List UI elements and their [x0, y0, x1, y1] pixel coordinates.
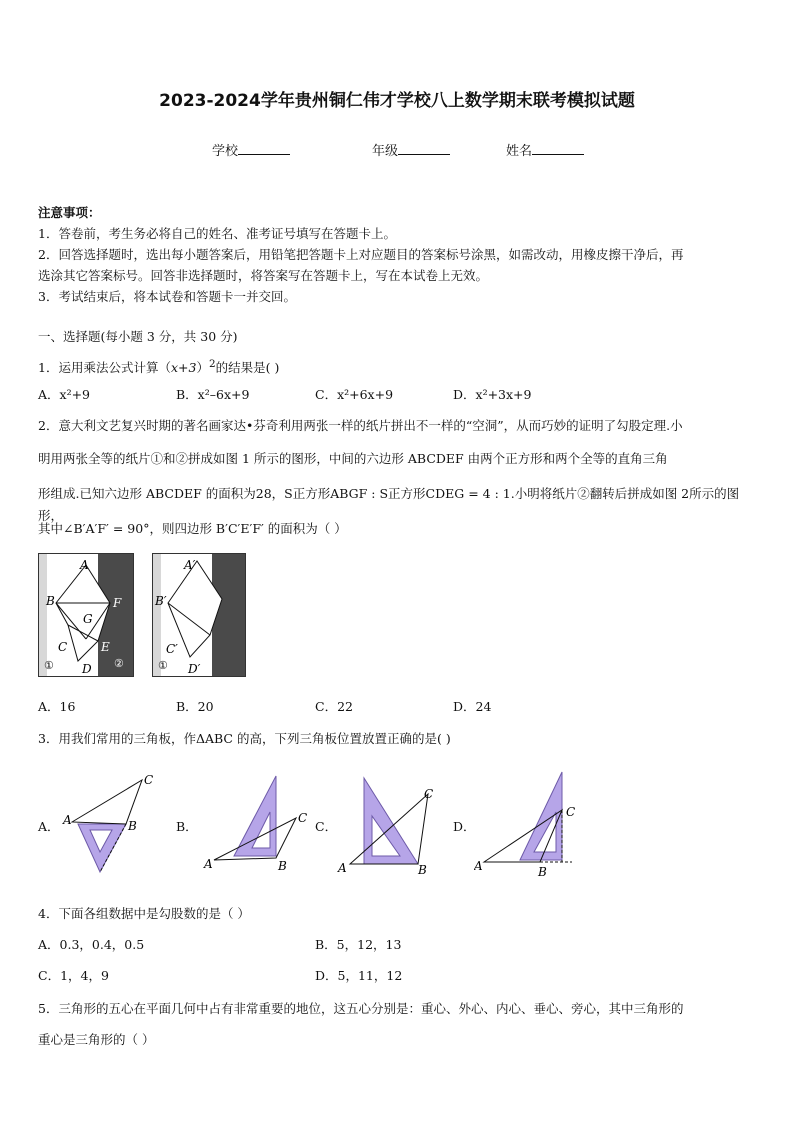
fig1-label-f: F	[113, 596, 122, 610]
fig2-label-b: B′	[155, 594, 167, 608]
q3a-label-a: A	[63, 813, 72, 827]
q2-option-b[interactable]: B．20	[176, 699, 214, 714]
q3b-label-c: C	[298, 811, 308, 825]
question-1-stem: 1．运用乘法公式计算$(x+3)^2$的结果是( )	[38, 358, 280, 376]
q3d-label-c: C	[566, 805, 576, 819]
fig1-label-g: G	[83, 612, 93, 626]
q3-option-a[interactable]: A．	[38, 819, 60, 834]
notice-item-1: 1．答卷前，考生务必将自己的姓名、准考证号填写在答题卡上。	[38, 226, 396, 241]
q4-option-c[interactable]: C．1，4，9	[38, 968, 109, 983]
q3-option-d[interactable]: D．	[453, 819, 476, 834]
fig1-label-e: E	[101, 640, 110, 654]
q4-option-d[interactable]: D．5，11，12	[315, 968, 403, 983]
question-5-line-1: 5．三角形的五心在平面几何中占有非常重要的地位，这五心分别是：重心、外心、内心、垂心、旁心，其中三角形的	[38, 1001, 684, 1016]
school-field[interactable]: 学校	[212, 140, 290, 159]
figure-1	[38, 553, 134, 677]
fig1-label-d: D	[82, 662, 92, 676]
grade-field[interactable]: 年级	[372, 140, 450, 159]
notice-item-3: 3．考试结束后，将本试卷和答题卡一并交回。	[38, 289, 296, 304]
q2-option-c[interactable]: C．22	[315, 699, 353, 714]
fig1-label-piece-1: ①	[44, 659, 54, 672]
q4-option-b[interactable]: B．5，12，13	[315, 937, 402, 952]
fig1-label-piece-2: ②	[114, 657, 124, 670]
q3-figure-b	[200, 772, 320, 876]
q3d-label-b: B	[538, 865, 547, 878]
q3-option-c[interactable]: C．	[315, 819, 338, 834]
question-2-line-1: 2．意大利文艺复兴时期的著名画家达•芬奇利用两张一样的纸片拼出不一样的“空洞”，从而巧妙的证明了勾股定理.小	[38, 418, 683, 433]
page-title: 2023-2024学年贵州铜仁伟才学校八上数学期末联考模拟试题	[159, 91, 635, 111]
q1-option-d[interactable]: D．x²+3x+9	[453, 387, 532, 402]
notice-heading: 注意事项：	[38, 205, 101, 220]
question-2-line-2: 明用两张全等的纸片①和②拼成如图 1 所示的图形，中间的六边形 ABCDEF 由两个正方形和两个全等的直角三角	[38, 451, 668, 466]
q3a-label-c: C	[144, 773, 154, 787]
fig2-label-c: C′	[166, 642, 178, 656]
q3a-label-b: B	[128, 819, 137, 833]
q1-option-a[interactable]: A．x²+9	[38, 387, 91, 402]
notice-item-2: 2．回答选择题时，选出每小题答案后，用铅笔把答题卡上对应题目的答案标号涂黑，如需改动，用橡皮擦干净后，再	[38, 247, 684, 262]
q2-option-a[interactable]: A．16	[38, 699, 76, 714]
fig1-label-b: B	[46, 594, 55, 608]
q3c-label-b: B	[418, 863, 427, 877]
section-heading: 一、选择题(每小题 3 分，共 30 分)	[38, 329, 238, 344]
q3c-label-c: C	[424, 787, 434, 801]
fig1-label-c: C	[58, 640, 68, 654]
q2-option-d[interactable]: D．24	[453, 699, 492, 714]
notice-item-2-cont: 选涂其它答案标号。回答非选择题时，将答案写在答题卡上，写在本试卷上无效。	[38, 268, 489, 283]
q3d-label-a: A	[474, 859, 483, 873]
question-5-line-2: 重心是三角形的（ ）	[38, 1032, 155, 1047]
fig2-label-d: D′	[188, 662, 201, 676]
fig1-label-a: A	[80, 558, 89, 572]
q3-option-b[interactable]: B．	[176, 819, 198, 834]
fig2-label-piece-1: ①	[158, 659, 168, 672]
q4-option-a[interactable]: A．0.3，0.4，0.5	[38, 937, 145, 952]
question-2-line-3: 形组成.已知六边形 ABCDEF 的面积为28，S正方形ABGF : S正方形CDEG = 4 : 1.小明将纸片②翻转后拼成如图 2所示的图形，	[38, 486, 740, 523]
question-3-stem: 3．用我们常用的三角板，作ΔABC 的高，下列三角板位置放置正确的是( )	[38, 731, 451, 746]
name-field[interactable]: 姓名	[506, 140, 584, 159]
q3-figure-a	[60, 772, 164, 884]
q3b-label-b: B	[278, 859, 287, 873]
q3c-label-a: A	[338, 861, 347, 875]
q3b-label-a: A	[204, 857, 213, 871]
q3-figure-c	[334, 772, 444, 880]
figure-2	[152, 553, 246, 677]
question-4-stem: 4．下面各组数据中是勾股数的是（ ）	[38, 906, 250, 921]
q1-option-b[interactable]: B．x²–6x+9	[176, 387, 250, 402]
question-2-line-4: 其中∠B′A′F′ = 90°，则四边形 B′C′E′F′ 的面积为（ ）	[38, 521, 347, 536]
q3-figure-d	[474, 768, 594, 878]
q1-option-c[interactable]: C．x²+6x+9	[315, 387, 394, 402]
fig2-label-a: A′	[184, 558, 196, 572]
